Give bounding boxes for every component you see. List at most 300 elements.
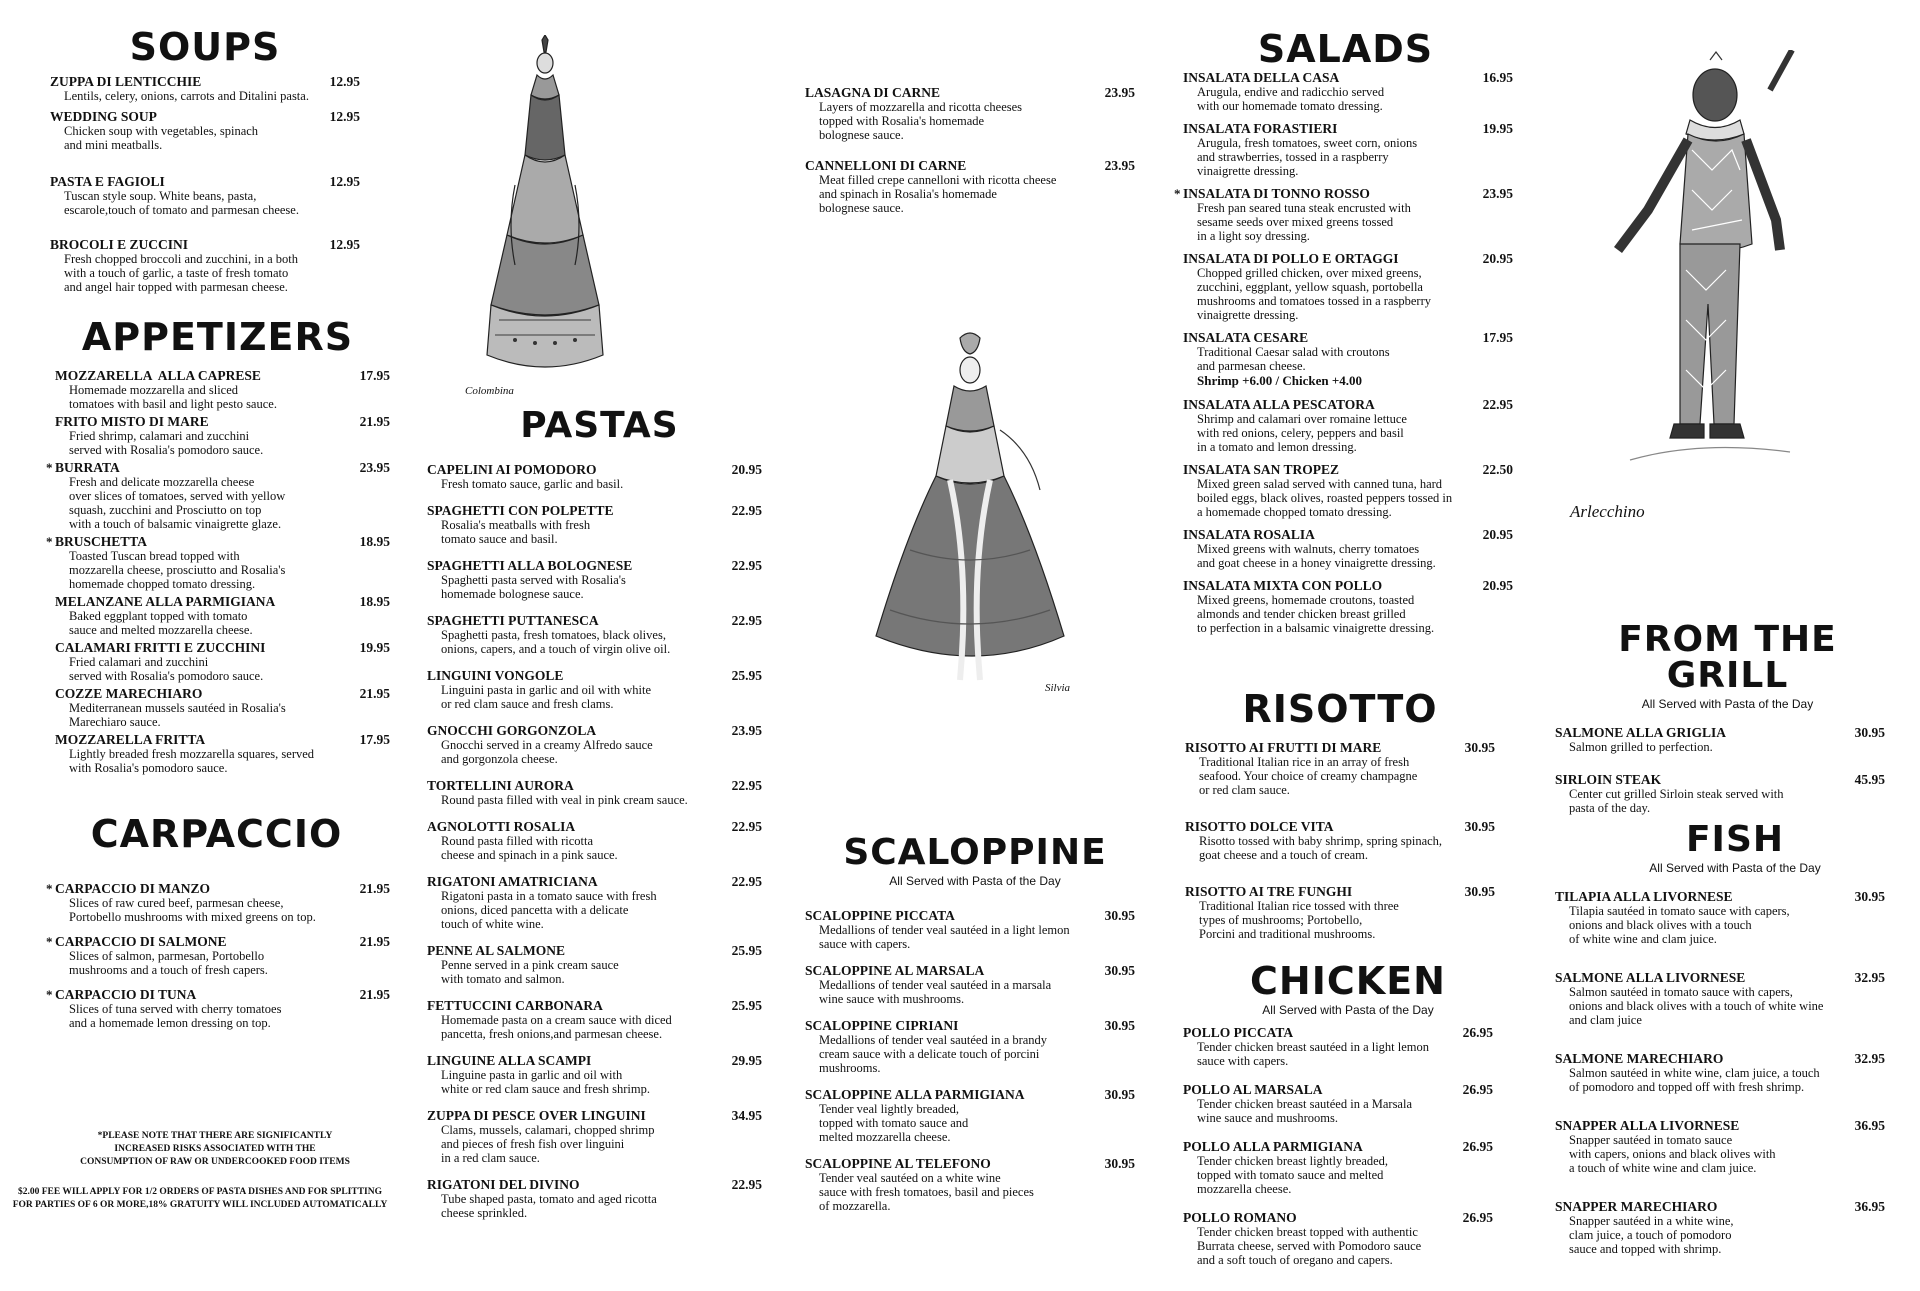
menu-item xyxy=(46,881,390,924)
menu-item xyxy=(1555,970,1885,1027)
menu-item-description: Round pasta filled with ricotta cheese and spinach in a pink sauce. xyxy=(441,834,618,862)
menu-item-price: 12.95 xyxy=(329,174,360,189)
menu-item-name: INSALATA CESARE xyxy=(1183,330,1309,345)
salads-title: SALADS xyxy=(1257,27,1434,71)
menu-item-name: INSALATA ALLA PESCATORA xyxy=(1183,397,1375,412)
menu-item-header xyxy=(55,987,390,1002)
menu-item-description: Penne served in a pink cream sauce with tomato and salmon. xyxy=(441,958,619,986)
menu-item-price: 22.95 xyxy=(731,503,762,518)
menu-item-header xyxy=(1185,740,1495,755)
raw-food-asterisk: * xyxy=(46,534,53,549)
menu-item-price: 20.95 xyxy=(1482,578,1513,593)
menu-item-description: Lentils, celery, onions, carrots and Ditalini pasta. xyxy=(64,89,309,103)
menu-item-name: CALAMARI FRITTI E ZUCCHINI xyxy=(55,640,266,655)
menu-item-name: SALMONE MARECHIARO xyxy=(1555,1051,1724,1066)
menu-item xyxy=(805,158,1135,215)
raw-food-notice: *PLEASE NOTE THAT THERE ARE SIGNIFICANTLY INCREASED RISKS ASSOCIATED WITH THE CONSUMPTION OF RAW OR UNDERCOOKED FOOD ITEMS xyxy=(80,1131,350,1167)
menu-item-header xyxy=(1183,578,1513,593)
menu-item-description: Spaghetti pasta served with Rosalia's homemade bolognese sauce. xyxy=(441,573,626,601)
menu-item-header xyxy=(55,640,390,655)
menu-item-description: Fresh tomato sauce, garlic and basil. xyxy=(441,477,624,491)
menu-item-header xyxy=(1555,1051,1885,1066)
menu-item-description: Traditional Italian rice in an array of fresh seafood. Your choice of creamy champagne or red clam sauce. xyxy=(1199,755,1418,797)
menu-item-name: SPAGHETTI CON POLPETTE xyxy=(427,503,614,518)
soups-list xyxy=(50,74,360,294)
menu-item-name: RIGATONI DEL DIVINO xyxy=(427,1177,580,1192)
menu-item-header xyxy=(1185,819,1495,834)
costume-figure-icon xyxy=(485,35,605,395)
menu-item-name: FRITO MISTO DI MARE xyxy=(55,414,209,429)
menu-item xyxy=(1174,186,1513,243)
menu-item-description: Slices of tuna served with cherry tomatoes and a homemade lemon dressing on top. xyxy=(69,1002,282,1030)
menu-item xyxy=(427,1177,762,1220)
menu-item-header xyxy=(1183,70,1513,85)
menu-item-description: Homemade pasta on a cream sauce with diced pancetta, fresh onions,and parmesan cheese. xyxy=(441,1013,672,1041)
menu-item-price: 30.95 xyxy=(1464,819,1495,834)
menu-item-price: 21.95 xyxy=(359,414,390,429)
menu-item-description: Spaghetti pasta, fresh tomatoes, black olives, onions, capers, and a touch of virgin olive oil. xyxy=(441,628,671,656)
menu-item-header xyxy=(1183,1210,1493,1225)
menu-item-description: Linguini pasta in garlic and oil with white or red clam sauce and fresh clams. xyxy=(441,683,652,711)
menu-item-name: PENNE AL SALMONE xyxy=(427,943,566,958)
menu-item-price: 32.95 xyxy=(1854,1051,1885,1066)
menu-item-header xyxy=(55,414,390,429)
menu-item-name: POLLO AL MARSALA xyxy=(1183,1082,1323,1097)
menu-item-name: INSALATA SAN TROPEZ xyxy=(1183,462,1340,477)
menu-item-price: 22.95 xyxy=(731,874,762,889)
menu-item-header xyxy=(805,963,1135,978)
menu-item-price: 22.95 xyxy=(1482,397,1513,412)
menu-item xyxy=(427,668,762,711)
menu-item-description: Shrimp and calamari over romaine lettuce with red onions, celery, peppers and basil in a tomato and lemon dressing. xyxy=(1197,412,1407,454)
menu-item-header xyxy=(1183,330,1513,345)
menu-item-description: Clams, mussels, calamari, chopped shrimp and pieces of fresh fish over linguini in a red clam sauce. xyxy=(441,1123,655,1165)
menu-item-header xyxy=(50,237,360,252)
menu-item-name: TORTELLINI AURORA xyxy=(427,778,574,793)
menu-item-header xyxy=(1183,1025,1493,1040)
menu-item xyxy=(1183,1210,1493,1267)
menu-item-name: BURRATA xyxy=(55,460,120,475)
menu-item-price: 22.95 xyxy=(731,1177,762,1192)
menu-item-header xyxy=(1555,1199,1885,1214)
menu-item-name: COZZE MARECHIARO xyxy=(55,686,203,701)
menu-item-header xyxy=(50,109,360,124)
menu-item-description: Slices of raw cured beef, parmesan cheese, Portobello mushrooms with mixed greens on top. xyxy=(69,896,316,924)
menu-item-description: Medallions of tender veal sautéed in a brandy cream sauce with a delicate touch of porcini mushrooms. xyxy=(819,1033,1048,1075)
menu-item-name: CAPELINI AI POMODORO xyxy=(427,462,597,477)
menu-item-description: Fried shrimp, calamari and zucchini served with Rosalia's pomodoro sauce. xyxy=(69,429,264,457)
menu-item-description: Arugula, fresh tomatoes, sweet corn, onions and strawberries, tossed in a raspberry vinaigrette dressing. xyxy=(1197,136,1418,178)
menu-item-header xyxy=(427,874,762,889)
menu-item xyxy=(50,237,360,294)
menu-item-price: 18.95 xyxy=(359,534,390,549)
menu-item-name: POLLO ALLA PARMIGIANA xyxy=(1183,1139,1363,1154)
menu-item-header xyxy=(427,503,762,518)
pastas-section xyxy=(427,405,762,1220)
menu-item-description: Tender veal lightly breaded, topped with tomato sauce and melted mozzarella cheese. xyxy=(819,1102,969,1144)
menu-item-description: Snapper sautéed in a white wine, clam juice, a touch of pomodoro sauce and topped with shrimp. xyxy=(1569,1214,1734,1256)
menu-item-header xyxy=(1183,1139,1493,1154)
menu-item xyxy=(55,640,390,683)
menu-item-price: 17.95 xyxy=(1482,330,1513,345)
menu-item-price: 19.95 xyxy=(1482,121,1513,136)
silvia-caption: Silvia xyxy=(1045,682,1071,694)
menu-item-header xyxy=(55,732,390,747)
menu-item-header xyxy=(1183,397,1513,412)
menu-item-description: Fresh chopped broccoli and zucchini, in a both with a touch of garlic, a taste of fresh tomato and angel hair topped with parmesan cheese. xyxy=(64,252,298,294)
menu-item-price: 20.95 xyxy=(1482,251,1513,266)
menu-item xyxy=(805,1087,1135,1144)
menu-item xyxy=(1183,121,1513,178)
menu-item-description: Tender chicken breast topped with authentic Burrata cheese, served with Pomodoro sauce and a soft touch of oregano and capers. xyxy=(1197,1225,1422,1267)
menu-item-price: 23.95 xyxy=(1104,85,1135,100)
menu-item xyxy=(427,723,762,766)
menu-item-description: Rigatoni pasta in a tomato sauce with fresh onions, diced pancetta with a delicate touch of white wine. xyxy=(441,889,657,931)
menu-item-name: CANNELLONI DI CARNE xyxy=(805,158,967,173)
menu-item-header xyxy=(1183,251,1513,266)
menu-item xyxy=(1183,397,1513,454)
menu-item-name: SALMONE ALLA LIVORNESE xyxy=(1555,970,1746,985)
fee-notice: $2.00 FEE WILL APPLY FOR 1/2 ORDERS OF PASTA DISHES AND FOR SPLITTING FOR PARTIES OF 6 OR MORE,18% GRATUITY WILL INCLUDED AUTOMATICALLY xyxy=(12,1187,388,1210)
menu-item-header xyxy=(1555,772,1885,787)
menu-item-header xyxy=(427,558,762,573)
grill-title: FROM THE GRILL xyxy=(1618,619,1837,696)
menu-item-description: Lightly breaded fresh mozzarella squares, served with Rosalia's pomodoro sauce. xyxy=(69,747,315,775)
menu-item-name: MOZZARELLA FRITTA xyxy=(55,732,206,747)
menu-item xyxy=(1183,1139,1493,1196)
menu-item-description: Center cut grilled Sirloin steak served with pasta of the day. xyxy=(1569,787,1784,815)
menu-item-name: SPAGHETTI PUTTANESCA xyxy=(427,613,599,628)
menu-item xyxy=(1183,578,1513,635)
menu-item-description: Chopped grilled chicken, over mixed greens, zucchini, eggplant, yellow squash, portobella mushrooms and tomatoes tossed in a raspberry vinaigrette dressing. xyxy=(1197,266,1431,322)
menu-item xyxy=(1183,70,1513,113)
menu-item-description: Rosalia's meatballs with fresh tomato sauce and basil. xyxy=(441,518,591,546)
menu-item xyxy=(55,368,390,411)
menu-item-name: BROCOLI E ZUCCINI xyxy=(50,237,189,252)
menu-item-price: 17.95 xyxy=(359,732,390,747)
menu-item xyxy=(55,594,390,637)
menu-item-name: MELANZANE ALLA PARMIGIANA xyxy=(55,594,276,609)
menu-item xyxy=(50,74,360,103)
menu-item-name: SNAPPER ALLA LIVORNESE xyxy=(1555,1118,1740,1133)
menu-item-name: INSALATA MIXTA CON POLLO xyxy=(1183,578,1383,593)
menu-item-description: Mixed green salad served with canned tuna, hard boiled eggs, black olives, roasted peppers tossed in a homemade chopped tomato dressing. xyxy=(1197,477,1453,519)
scaloppine-list xyxy=(805,908,1135,1213)
menu-item xyxy=(1555,725,1885,754)
menu-item-header xyxy=(1183,1082,1493,1097)
menu-item xyxy=(427,998,762,1041)
menu-item-name: SCALOPPINE AL MARSALA xyxy=(805,963,985,978)
menu-item-name: POLLO PICCATA xyxy=(1183,1025,1294,1040)
menu-item-name: RIGATONI AMATRICIANA xyxy=(427,874,598,889)
menu-item-price: 20.95 xyxy=(731,462,762,477)
menu-item-price: 36.95 xyxy=(1854,1199,1885,1214)
menu-item-price: 19.95 xyxy=(359,640,390,655)
menu-item-price: 30.95 xyxy=(1104,1087,1135,1102)
menu-item-header xyxy=(427,778,762,793)
grill-list xyxy=(1555,725,1885,815)
menu-item-description: Chicken soup with vegetables, spinach and mini meatballs. xyxy=(64,124,259,152)
menu-item-price: 25.95 xyxy=(731,668,762,683)
salads-section xyxy=(1174,27,1513,635)
menu-item-description: Toasted Tuscan bread topped with mozzarella cheese, prosciutto and Rosalia's homemade chopped tomato dressing. xyxy=(69,549,286,591)
menu-item xyxy=(1185,884,1495,941)
menu-item xyxy=(1185,740,1495,797)
menu-item-description: Medallions of tender veal sautéed in a marsala wine sauce with mushrooms. xyxy=(819,978,1052,1006)
menu-item xyxy=(1555,1051,1885,1094)
menu-item-price: 21.95 xyxy=(359,987,390,1002)
menu-item xyxy=(1185,819,1495,862)
menu-item-header xyxy=(1555,1118,1885,1133)
menu-item-name: PASTA E FAGIOLI xyxy=(50,174,165,189)
appetizers-section xyxy=(46,315,390,775)
menu-item-price: 22.50 xyxy=(1482,462,1513,477)
menu-item-description: Fried calamari and zucchini served with Rosalia's pomodoro sauce. xyxy=(69,655,264,683)
menu-item-name: SIRLOIN STEAK xyxy=(1555,772,1662,787)
menu-item xyxy=(1183,462,1513,519)
menu-item-name: INSALATA FORASTIERI xyxy=(1183,121,1338,136)
appetizers-list xyxy=(46,368,390,775)
menu-item-price: 26.95 xyxy=(1462,1025,1493,1040)
raw-food-asterisk: * xyxy=(46,987,53,1002)
arlecchino-caption: Arlecchino xyxy=(1570,502,1645,521)
menu-item-name: ZUPPA DI LENTICCHIE xyxy=(50,74,202,89)
menu-item-description: Medallions of tender veal sautéed in a light lemon sauce with capers. xyxy=(819,923,1070,951)
menu-item-header xyxy=(427,1177,762,1192)
menu-item-name: LINGUINI VONGOLE xyxy=(427,668,564,683)
pastas-title: PASTAS xyxy=(520,405,679,446)
menu-item xyxy=(427,613,762,656)
menu-item-price: 25.95 xyxy=(731,943,762,958)
menu-item-price: 30.95 xyxy=(1104,908,1135,923)
menu-item-price: 45.95 xyxy=(1854,772,1885,787)
salads-list xyxy=(1174,70,1513,635)
menu-item-header xyxy=(55,686,390,701)
menu-item-name: GNOCCHI GORGONZOLA xyxy=(427,723,597,738)
menu-item-name: SCALOPPINE CIPRIANI xyxy=(805,1018,959,1033)
menu-item-header xyxy=(50,174,360,189)
menu-item-description: Arugula, endive and radicchio served with our homemade tomato dressing. xyxy=(1197,85,1385,113)
menu-item xyxy=(805,1018,1135,1075)
menu-item-description: Fresh and delicate mozzarella cheese over slices of tomatoes, served with yellow squash, zucchini and Prosciutto on top with a touch of balsamic vinaigrette glaze. xyxy=(69,475,286,531)
menu-item xyxy=(427,503,762,546)
menu-item-header xyxy=(55,594,390,609)
menu-item-price: 32.95 xyxy=(1854,970,1885,985)
menu-item-addons: Shrimp +6.00 / Chicken +4.00 xyxy=(1197,373,1363,388)
menu-item-header xyxy=(50,74,360,89)
menu-item xyxy=(427,874,762,931)
chicken-list xyxy=(1183,1025,1493,1267)
menu-item-header xyxy=(805,1156,1135,1171)
colombina-caption: Colombina xyxy=(465,385,514,397)
menu-item-description: Homemade mozzarella and sliced tomatoes with basil and light pesto sauce. xyxy=(69,383,277,411)
menu-item-price: 30.95 xyxy=(1464,740,1495,755)
colombina-illustration xyxy=(465,35,605,397)
menu-item-header xyxy=(427,1108,762,1123)
menu-item xyxy=(427,1053,762,1096)
menu-item-description: Snapper sautéed in tomato sauce with capers, onions and black olives with a touch of white wine and clam juice. xyxy=(1569,1133,1776,1175)
menu-item-header xyxy=(427,1053,762,1068)
menu-item-description: Gnocchi served in a creamy Alfredo sauce and gorgonzola cheese. xyxy=(441,738,653,766)
menu-item xyxy=(1183,330,1513,389)
risotto-section xyxy=(1185,687,1495,941)
menu-item xyxy=(1555,1199,1885,1256)
menu-item-description: Baked eggplant topped with tomato sauce and melted mozzarella cheese. xyxy=(69,609,253,637)
menu-item-price: 18.95 xyxy=(359,594,390,609)
raw-food-asterisk: * xyxy=(46,934,53,949)
menu-item-price: 23.95 xyxy=(731,723,762,738)
menu-item-price: 30.95 xyxy=(1104,963,1135,978)
scaloppine-title: SCALOPPINE xyxy=(843,832,1107,873)
menu-item-price: 22.95 xyxy=(731,778,762,793)
menu-item xyxy=(55,414,390,457)
pastas-continued xyxy=(805,85,1135,215)
menu-item-header xyxy=(55,368,390,383)
pastas-list xyxy=(427,462,762,1220)
menu-item-header xyxy=(55,534,390,549)
scaloppine-section xyxy=(805,832,1135,1213)
menu-item-price: 26.95 xyxy=(1462,1082,1493,1097)
menu-item-name: INSALATA DELLA CASA xyxy=(1183,70,1340,85)
menu-item-name: CARPACCIO DI TUNA xyxy=(55,987,197,1002)
grill-subtitle: All Served with Pasta of the Day xyxy=(1641,697,1814,711)
menu-item-name: INSALATA ROSALIA xyxy=(1183,527,1315,542)
menu-item-header xyxy=(55,881,390,896)
menu-item xyxy=(805,963,1135,1006)
menu-item xyxy=(427,943,762,986)
menu-item xyxy=(427,778,762,807)
menu-item-price: 22.95 xyxy=(731,819,762,834)
menu-item-header xyxy=(55,460,390,475)
menu-item-header xyxy=(805,1087,1135,1102)
arlecchino-illustration xyxy=(1570,50,1810,530)
menu-item-price: 21.95 xyxy=(359,686,390,701)
menu-item xyxy=(1183,251,1513,322)
menu-item xyxy=(427,1108,762,1165)
menu-item-header xyxy=(1185,884,1495,899)
menu-item-header xyxy=(427,462,762,477)
menu-item-price: 25.95 xyxy=(731,998,762,1013)
menu-item-header xyxy=(1555,725,1885,740)
menu-item-description: Linguine pasta in garlic and oil with white or red clam sauce and fresh shrimp. xyxy=(441,1068,650,1096)
menu-item-name: CARPACCIO DI MANZO xyxy=(55,881,210,896)
menu-item-price: 22.95 xyxy=(731,558,762,573)
fish-subtitle: All Served with Pasta of the Day xyxy=(1649,861,1821,875)
menu-item-name: RISOTTO AI TRE FUNGHI xyxy=(1185,884,1353,899)
menu-item-name: SPAGHETTI ALLA BOLOGNESE xyxy=(427,558,633,573)
menu-item-name: SCALOPPINE AL TELEFONO xyxy=(805,1156,991,1171)
fish-title: FISH xyxy=(1685,819,1785,860)
menu-item-header xyxy=(427,819,762,834)
carpaccio-list xyxy=(46,881,390,1030)
menu-item xyxy=(46,534,390,591)
menu-item-name: LASAGNA DI CARNE xyxy=(805,85,941,100)
menu-item-name: FETTUCCINI CARBONARA xyxy=(427,998,603,1013)
menu-item-description: Mixed greens with walnuts, cherry tomatoes and goat cheese in a honey vinaigrette dressing. xyxy=(1197,542,1436,570)
menu-item-description: Salmon sautéed in white wine, clam juice, a touch of pomodoro and topped off with fresh shrimp. xyxy=(1569,1066,1820,1094)
menu-item-name: WEDDING SOUP xyxy=(50,109,157,124)
soups-title: SOUPS xyxy=(129,25,281,69)
menu-item xyxy=(1555,772,1885,815)
appetizers-title: APPETIZERS xyxy=(81,315,354,359)
menu-item-header xyxy=(427,613,762,628)
menu-item-price: 30.95 xyxy=(1464,884,1495,899)
risotto-list xyxy=(1185,740,1495,941)
chicken-section xyxy=(1183,959,1493,1267)
menu-item xyxy=(427,558,762,601)
menu-item-header xyxy=(1183,121,1513,136)
menu-item-header xyxy=(55,934,390,949)
costume-figure-icon xyxy=(850,330,1090,700)
menu-item xyxy=(805,85,1135,142)
menu-item-description: Tuscan style soup. White beans, pasta, escarole,touch of tomato and parmesan cheese. xyxy=(64,189,299,217)
menu-item xyxy=(427,819,762,862)
menu-item-price: 23.95 xyxy=(1482,186,1513,201)
menu-item-name: SCALOPPINE ALLA PARMIGIANA xyxy=(805,1087,1025,1102)
menu-item-price: 26.95 xyxy=(1462,1210,1493,1225)
harlequin-figure-icon xyxy=(1570,50,1810,530)
menu-item-header xyxy=(805,1018,1135,1033)
menu-item-price: 12.95 xyxy=(329,237,360,252)
menu-item-header xyxy=(427,943,762,958)
menu-item-header xyxy=(1555,970,1885,985)
carpaccio-title: CARPACCIO xyxy=(90,812,343,856)
menu-item xyxy=(50,174,360,217)
menu-item-header xyxy=(805,908,1135,923)
menu-item xyxy=(55,686,390,729)
menu-item-description: Traditional Italian rice tossed with three types of mushrooms; Portobello, Porcini and traditional mushrooms. xyxy=(1199,899,1399,941)
scaloppine-subtitle: All Served with Pasta of the Day xyxy=(889,874,1061,888)
menu-item xyxy=(805,1156,1135,1213)
menu-item-header xyxy=(1555,889,1885,904)
menu-item-price: 17.95 xyxy=(359,368,390,383)
menu-item-price: 12.95 xyxy=(329,109,360,124)
menu-item-price: 23.95 xyxy=(1104,158,1135,173)
menu-item-name: ZUPPA DI PESCE OVER LINGUINI xyxy=(427,1108,646,1123)
menu-item-description: Layers of mozzarella and ricotta cheeses topped with Rosalia's homemade bolognese sauce. xyxy=(819,100,1023,142)
menu-item-price: 30.95 xyxy=(1854,725,1885,740)
menu-item-name: POLLO ROMANO xyxy=(1183,1210,1297,1225)
menu-item-description: Tender veal sautéed on a white wine sauce with fresh tomatoes, basil and pieces of mozzarella. xyxy=(819,1171,1034,1213)
menu-item xyxy=(55,732,390,775)
menu-item-header xyxy=(1183,186,1513,201)
menu-item-description: Fresh pan seared tuna steak encrusted with sesame seeds over mixed greens tossed in a light soy dressing. xyxy=(1197,201,1411,243)
menu-item-name: CARPACCIO DI SALMONE xyxy=(55,934,227,949)
fish-section xyxy=(1555,819,1885,1256)
menu-item-price: 30.95 xyxy=(1854,889,1885,904)
menu-item-description: Salmon sautéed in tomato sauce with capers, onions and black olives with a touch of white wine and clam juice xyxy=(1569,985,1824,1027)
menu-item xyxy=(46,934,390,977)
menu-item-name: TILAPIA ALLA LIVORNESE xyxy=(1555,889,1733,904)
menu-item-header xyxy=(427,998,762,1013)
menu-item-price: 26.95 xyxy=(1462,1139,1493,1154)
silvia-illustration xyxy=(850,330,1090,700)
menu-item-description: Mixed greens, homemade croutons, toasted almonds and tender chicken breast grilled to perfection in a balsamic vinaigrette dressing. xyxy=(1197,593,1435,635)
menu-item-description: Salmon grilled to perfection. xyxy=(1569,740,1713,754)
menu-item-name: INSALATA DI TONNO ROSSO xyxy=(1183,186,1370,201)
menu-item-description: Risotto tossed with baby shrimp, spring spinach, goat cheese and a touch of cream. xyxy=(1199,834,1443,862)
menu-item xyxy=(46,460,390,531)
menu-item-price: 30.95 xyxy=(1104,1018,1135,1033)
menu-item-description: Mediterranean mussels sautéed in Rosalia's Marechiaro sauce. xyxy=(69,701,286,729)
menu-item-name: INSALATA DI POLLO E ORTAGGI xyxy=(1183,251,1399,266)
menu-item xyxy=(1183,1025,1493,1068)
chicken-subtitle: All Served with Pasta of the Day xyxy=(1262,1003,1434,1017)
raw-food-asterisk: * xyxy=(46,881,53,896)
raw-food-asterisk: * xyxy=(46,460,53,475)
menu-item-name: RISOTTO AI FRUTTI DI MARE xyxy=(1185,740,1382,755)
menu-item-price: 12.95 xyxy=(329,74,360,89)
